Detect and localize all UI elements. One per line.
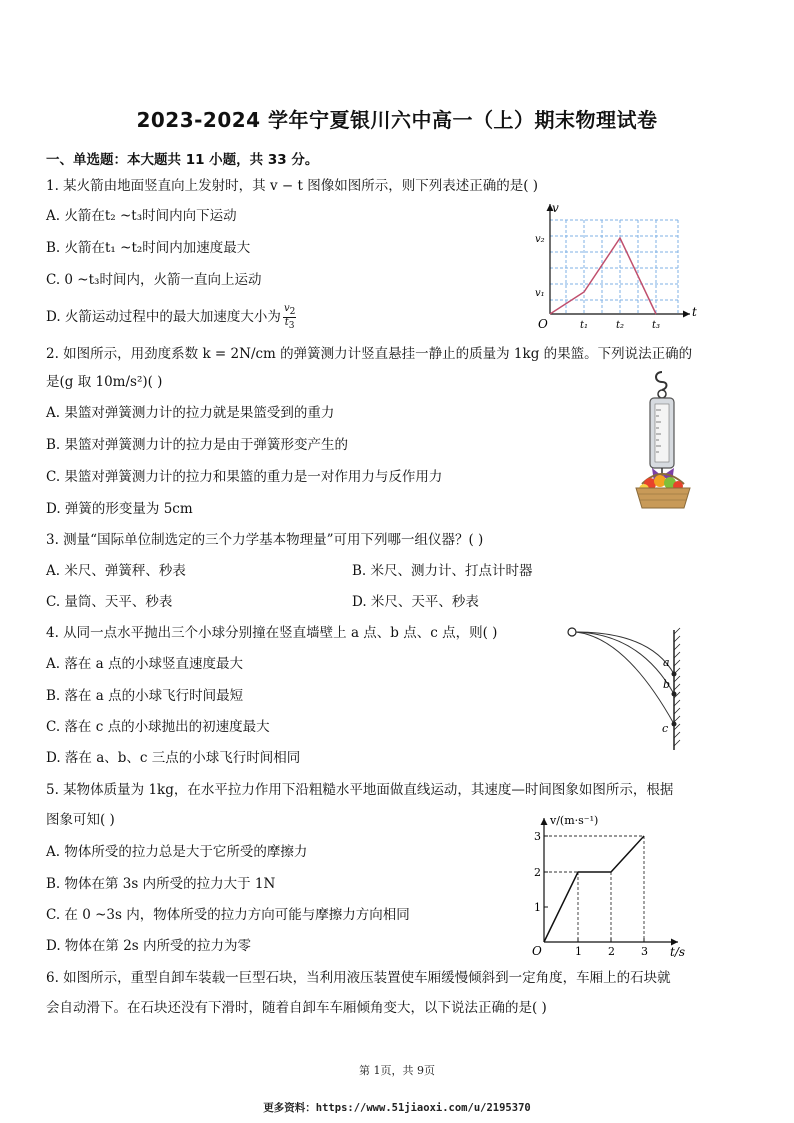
q2-option-b: B. 果篮对弹簧测力计的拉力是由于弹簧形变产生的 bbox=[46, 437, 349, 453]
q5-x-tick-2: 2 bbox=[608, 945, 615, 958]
q1-option-c: C. 0 ~t₃时间内，火箭一直向上运动 bbox=[46, 272, 262, 288]
q1-grid bbox=[550, 220, 678, 314]
q4-point-c bbox=[672, 722, 677, 727]
q3-stem: 3. 测量“国际单位制选定的三个力学基本物理量”可用下列哪一组仪器？( ) bbox=[46, 532, 484, 548]
q2-stem-line1: 2. 如图所示，用劲度系数 k = 2N/cm 的弹簧测力计竖直悬挂一静止的质量为 1kg 的果篮。下列说法正确的 bbox=[46, 346, 693, 362]
q1-v1-label: v₁ bbox=[535, 288, 545, 299]
q1-vt-graph bbox=[528, 198, 708, 332]
q4-projectile-figure bbox=[560, 620, 690, 756]
q5-option-a: A. 物体所受的拉力总是大于它所受的摩擦力 bbox=[46, 844, 308, 860]
q1-v-label: v bbox=[552, 201, 559, 215]
q1-t1-label: t₁ bbox=[580, 320, 589, 331]
q1-option-d-text: D. 火箭运动过程中的最大加速度大小为 bbox=[46, 309, 281, 325]
q6-stem-line2: 会自动滑下。在石块还没有下滑时，随着自卸车车厢倾角变大，以下说法正确的是( ) bbox=[46, 1000, 547, 1016]
q1-origin-label: O bbox=[538, 317, 548, 331]
q5-velocity-curve bbox=[544, 836, 644, 942]
section-heading: 一、单选题：本大题共 11 小题，共 33 分。 bbox=[46, 152, 319, 168]
q1-t-label: t bbox=[692, 305, 697, 319]
q4-option-d: D. 落在 a、b、c 三点的小球飞行时间相同 bbox=[46, 750, 301, 766]
page-footer: 第 1页，共 9页 bbox=[359, 1064, 435, 1077]
q1-t3-label: t₃ bbox=[652, 320, 661, 331]
q2-option-a: A. 果篮对弹簧测力计的拉力就是果篮受到的重力 bbox=[46, 405, 335, 421]
q4-stem: 4. 从同一点水平抛出三个小球分别撞在竖直墙壁上 a 点、b 点、c 点，则( ) bbox=[46, 625, 498, 641]
q1-option-b: B. 火箭在t₁ ~t₂时间内加速度最大 bbox=[46, 240, 251, 256]
q5-stem-line2: 图象可知( ) bbox=[46, 812, 115, 828]
q4-point-a bbox=[672, 672, 677, 677]
q4-label-c: c bbox=[662, 722, 669, 735]
q5-option-d: D. 物体在第 2s 内所受的拉力为零 bbox=[46, 938, 252, 954]
q5-option-b: B. 物体在第 3s 内所受的拉力大于 1N bbox=[46, 876, 276, 892]
q2-option-c: C. 果篮对弹簧测力计的拉力和果篮的重力是一对作用力与反作用力 bbox=[46, 469, 443, 485]
q3-option-c: C. 量筒、天平、秒表 bbox=[46, 594, 173, 610]
q5-stem-line1: 5. 某物体质量为 1kg，在水平拉力作用下沿粗糙水平地面做直线运动，其速度—时间图象如图所示，根据 bbox=[46, 782, 674, 798]
q4-trajectory-b bbox=[576, 632, 674, 694]
q4-option-c: C. 落在 c 点的小球抛出的初速度最大 bbox=[46, 719, 270, 735]
q5-y-tick-2: 2 bbox=[534, 866, 541, 879]
q1-option-a: A. 火箭在t₂ ~t₃时间内向下运动 bbox=[46, 208, 237, 224]
q5-y-tick-3: 3 bbox=[534, 830, 541, 843]
q6-stem-line1: 6. 如图所示，重型自卸车装载一巨型石块，当利用液压装置使车厢缓慢倾斜到一定角度，车厢上的石块就 bbox=[46, 970, 671, 986]
source-link[interactable]: 更多资料：https://www.51jiaoxi.com/u/2195370 bbox=[263, 1102, 531, 1114]
q1-fraction: $\frac{v_2}{t_3}$ bbox=[283, 303, 296, 331]
q5-option-c: C. 在 0 ~3s 内，物体所受的拉力方向可能与摩擦力方向相同 bbox=[46, 907, 410, 923]
q1-v2-label: v₂ bbox=[535, 234, 545, 245]
q5-vt-graph bbox=[528, 810, 708, 960]
paper-title: 2023-2024 学年宁夏银川六中高一（上）期末物理试卷 bbox=[136, 108, 658, 132]
q5-origin-label: O bbox=[532, 944, 542, 958]
q1-t2-label: t₂ bbox=[616, 320, 625, 331]
q4-label-b: b bbox=[663, 678, 671, 691]
q2-stem-line2: 是(g 取 10m/s²)( ) bbox=[46, 374, 163, 390]
q4-label-a: a bbox=[663, 656, 670, 669]
q2-spring-scale-figure bbox=[628, 368, 698, 514]
q4-option-a: A. 落在 a 点的小球竖直速度最大 bbox=[46, 656, 243, 672]
q3-option-d: D. 米尺、天平、秒表 bbox=[352, 594, 479, 610]
q5-y-tick-1: 1 bbox=[534, 901, 541, 914]
q5-x-tick-1: 1 bbox=[575, 945, 582, 958]
q4-trajectory-a bbox=[576, 632, 674, 674]
q3-option-b: B. 米尺、测力计、打点计时器 bbox=[352, 563, 533, 579]
q5-x-tick-3: 3 bbox=[641, 945, 648, 958]
q1-stem: 1. 某火箭由地面竖直向上发射时，其 v − t 图像如图所示，则下列表述正确的是( ) bbox=[46, 178, 539, 194]
q5-x-axis-label: t/s bbox=[670, 945, 686, 959]
q4-option-b: B. 落在 a 点的小球飞行时间最短 bbox=[46, 688, 244, 704]
q2-option-d: D. 弹簧的形变量为 5cm bbox=[46, 501, 193, 517]
q5-y-axis-label: v/(m·s⁻¹) bbox=[550, 814, 599, 827]
q1-option-d bbox=[46, 304, 296, 331]
q2-hook-icon bbox=[656, 372, 667, 390]
q4-trajectory-c bbox=[576, 632, 674, 724]
q4-point-b bbox=[672, 692, 677, 697]
q4-launch-point bbox=[568, 628, 576, 636]
q2-fruit-basket-icon bbox=[636, 488, 690, 508]
q3-option-a: A. 米尺、弹簧秤、秒表 bbox=[46, 563, 186, 579]
